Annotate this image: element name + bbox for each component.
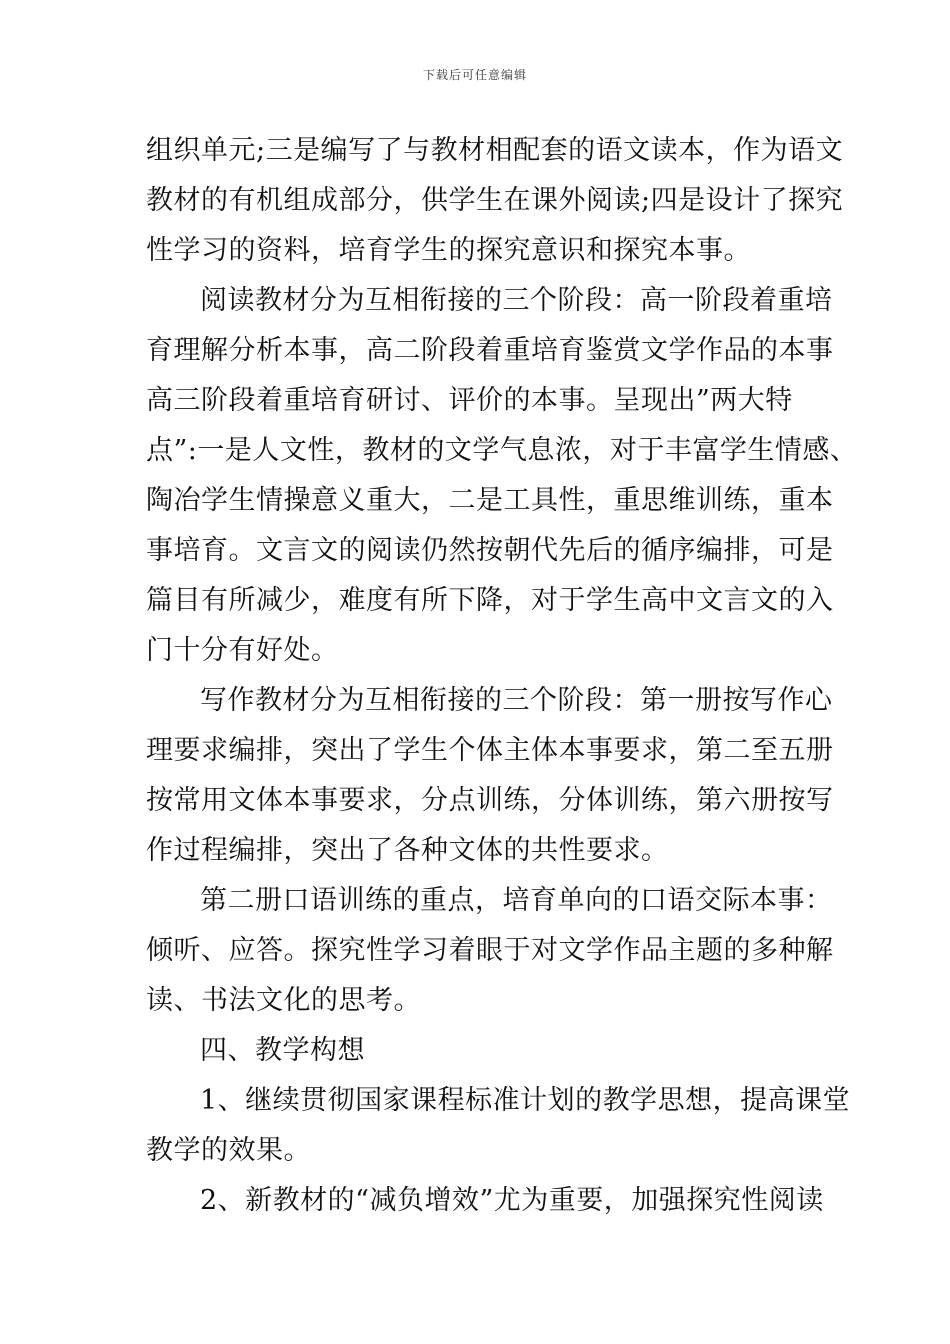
text-line: 按常用文体本事要求，分点训练，分体训练，第六册按写 bbox=[146, 785, 834, 816]
document-body bbox=[146, 126, 858, 1226]
text-line: 作过程编排，突出了各种文体的共性要求。 bbox=[146, 835, 669, 866]
page-header: 下载后可任意编辑 bbox=[422, 68, 527, 82]
text-line: 写作教材分为互相衔接的三个阶段：第一册按写作心 bbox=[200, 685, 833, 716]
text-line: 第二册口语训练的重点，培育单向的口语交际本事： bbox=[200, 885, 833, 916]
text-line: 高三阶段着重培育研讨、评价的本事。呈现出”两大特 bbox=[146, 385, 793, 416]
paragraph bbox=[146, 676, 834, 876]
paragraph bbox=[146, 876, 834, 1026]
text-line: 读、书法文化的思考。 bbox=[146, 985, 421, 1016]
paragraph bbox=[146, 126, 844, 276]
text-line: 阅读教材分为互相衔接的三个阶段：高一阶段着重培 bbox=[200, 285, 833, 316]
text-line: 1、继续贯彻国家课程标准计划的教学思想，提高课堂 bbox=[200, 1085, 851, 1116]
text-line: 门十分有好处。 bbox=[146, 635, 339, 666]
text-line: 2、新教材的“减负增效”尤为重要，加强探究性阅读 bbox=[200, 1185, 824, 1216]
text-line: 篇目有所减少，难度有所下降，对于学生高中文言文的入 bbox=[146, 585, 834, 616]
paragraph bbox=[146, 276, 858, 676]
section-heading bbox=[146, 1026, 814, 1076]
text-line: 教学的效果。 bbox=[146, 1135, 311, 1166]
text-line: 倾听、应答。探究性学习着眼于对文学作品主题的多种解 bbox=[146, 935, 834, 966]
text-line: 理要求编排，突出了学生个体主体本事要求，第二至五册 bbox=[146, 735, 834, 766]
text-line: 四、教学构想 bbox=[200, 1035, 365, 1066]
list-item bbox=[146, 1076, 851, 1176]
text-line: 点”:一是人文性，教材的文学气息浓，对于丰富学生情感、 bbox=[146, 435, 858, 466]
text-line: 教材的有机组成部分，供学生在课外阅读;四是设计了探究 bbox=[146, 185, 844, 216]
text-line: 事培育。文言文的阅读仍然按朝代先后的循序编排，可是 bbox=[146, 535, 834, 566]
text-line: 组织单元;三是编写了与教材相配套的语文读本，作为语文 bbox=[146, 135, 844, 166]
text-line: 性学习的资料，培育学生的探究意识和探究本事。 bbox=[146, 235, 751, 266]
text-line: 陶冶学生情操意义重大，二是工具性，重思维训练，重本 bbox=[146, 485, 834, 516]
list-item bbox=[146, 1176, 824, 1226]
text-line: 育理解分析本事，高二阶段着重培育鉴赏文学作品的本事 bbox=[146, 335, 834, 366]
